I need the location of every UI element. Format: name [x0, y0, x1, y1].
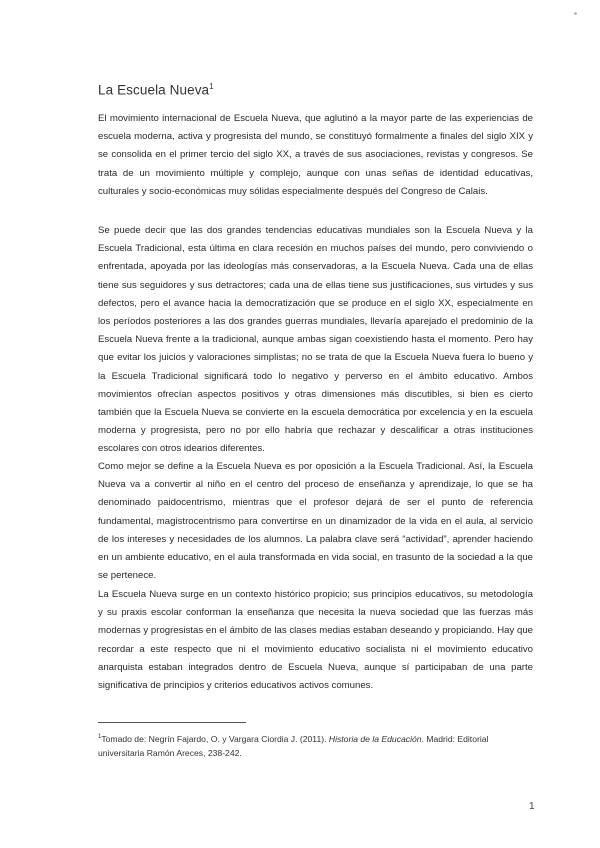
paragraph-2: Se puede decir que las dos grandes tendencias educativas mundiales son la Escuela Nueva y la Escuela Tradicional, esta última en clara recesión en muchos países del mundo, pero conviviendo o enfrentada, apoyada por las ideologías más conservadoras, a la Escuela Nueva. Cada una de ellas tiene sus seguidores y sus detractores; cada una de ellas tiene sus justificaciones, sus virtudes y sus defectos, pero el avance hacia la democratización que se produce en el siglo XX, especialmente en los períodos posteriores a las dos grandes guerras mundiales, llevaría aparejado el predominio de la Escuela Nueva frente a la tradicional, aunque ambas sigan coexistiendo hasta el momento. Pero hay que evitar los juicios y valoraciones simplistas; no se trata de que la Escuela Nueva fuera lo bueno y la Escuela Tradicional significará todo lo negativo y perverso en el ámbito educativo. Ambos movimientos ofrecían aspectos positivos y otras dimensiones más discutibles, si bien es cierto también que la Escuela Nueva se convierte en la escuela democrática por excelencia y en la escuela moderna y progresista, pero no por ello habría que rechazar y descalificar a otras instituciones escolares con otros idearios diferentes. [98, 225, 533, 455]
paragraph-4: La Escuela Nueva surge en un contexto histórico propicio; sus principios educativos, su metodología y su praxis escolar conforman la enseñanza que necesita la nueva sociedad que las fuerzas más modernas y progresistas en el ámbito de las clases medias estaban deseando y propiciando. Hay que recordar a este respecto que ni el movimiento educativo socialista ni el movimiento educativo anarquista estaban integrados dentro de Escuela Nueva, aunque sí participaban de una parte significativa de principios y criterios educativos activos comunes. [98, 589, 533, 692]
footnote [98, 730, 533, 760]
title-footnote-mark: 1 [209, 82, 214, 91]
footnote-book-title: Historia de la Educación [328, 733, 422, 744]
footnote-mark: 1 [98, 734, 102, 740]
document-title [98, 82, 214, 98]
paragraph-1: El movimiento internacional de Escuela Nueva, que aglutinó a la mayor parte de las experiencias de escuela moderna, activa y progresista del mundo, se constituyó formalmente a finales del siglo XIX y se consolida en el primer tercio del siglo XX, a través de sus asociaciones, revistas y congresos. Se trata de un movimiento múltiple y complejo, aunque con unas señas de identidad educativas, culturales y socio-económicas muy sólidas especialmente después del Congreso de Calais. [98, 113, 533, 197]
footnote-text-after: . Madrid: Editorial universitaria Ramón Areces, 238-242. [98, 733, 489, 758]
title-text: La Escuela Nueva [98, 82, 210, 98]
footnote-text-before: Tomado de: Negrín Fajardo, O. y Vargara Ciordia J. (2011). [101, 733, 329, 744]
footnote-divider [98, 722, 246, 723]
page-number: 1 [529, 801, 535, 812]
paragraph-3: Como mejor se define a la Escuela Nueva es por oposición a la Escuela Tradicional. Así, la Escuela Nueva va a convertir al niño en el centro del proceso de enseñanza y aprendizaje, lo que se ha denominado paidocentrismo, mientras que el profesor dejará de ser el punto de referencia fundamental, magistrocentrismo para convertirse en un dinamizador de la vida en el aula, al servicio de los intereses y necesidades de los alumnos. La palabra clave será “actividad”, aprender haciendo en un ambiente educativo, en el aula transformada en vida social, en trasunto de la sociedad a la que se pertenece. [98, 461, 533, 582]
scan-speck [574, 12, 577, 15]
